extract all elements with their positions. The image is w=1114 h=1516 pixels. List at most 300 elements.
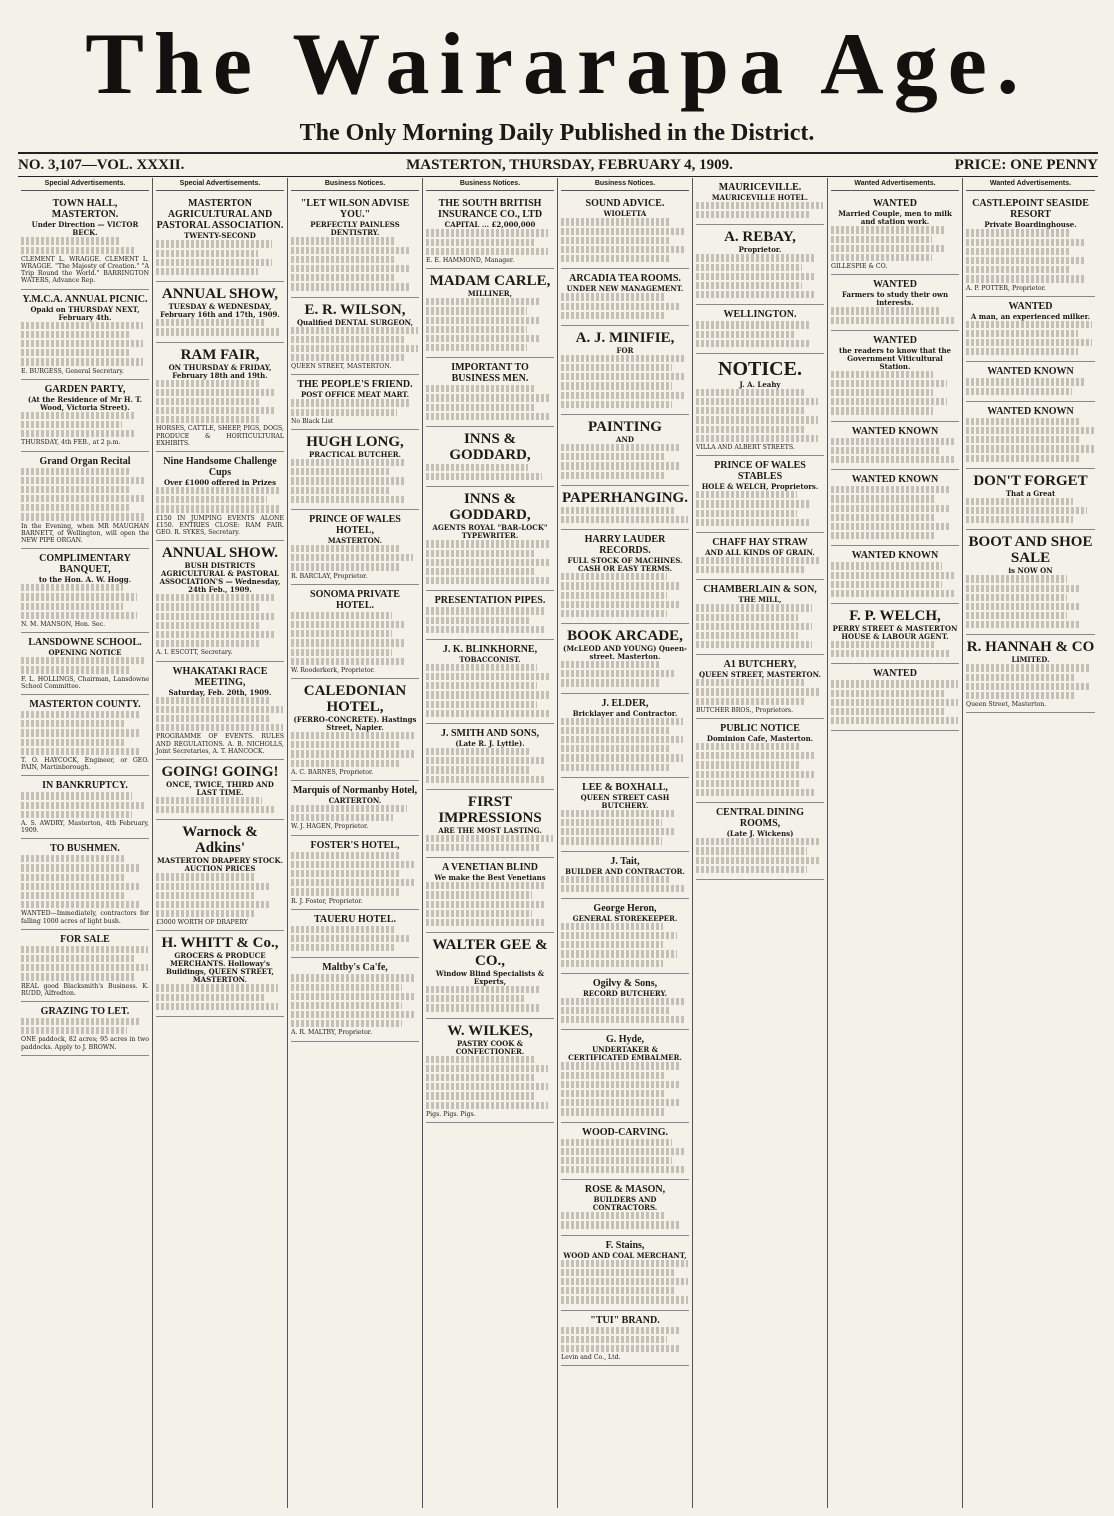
body-text-line bbox=[156, 407, 274, 414]
body-text-line bbox=[966, 348, 1078, 355]
body-text-line bbox=[561, 1016, 685, 1023]
ad-heading: CHAFF HAY STRAW bbox=[712, 536, 808, 548]
body-text-line bbox=[426, 710, 551, 717]
column-header: Business Notices. bbox=[561, 178, 689, 191]
body-text-line bbox=[426, 617, 530, 624]
ad-subheading: Saturday, Feb. 20th, 1909. bbox=[168, 687, 272, 697]
body-text-line bbox=[21, 792, 132, 799]
body-text-line bbox=[426, 1083, 548, 1090]
ad-subheading: CAPITAL ... £2,000,000 bbox=[444, 220, 536, 230]
body-text-line bbox=[156, 416, 260, 423]
body-text-line bbox=[966, 378, 1086, 385]
ad-heading: W. WILKES, bbox=[447, 1022, 533, 1039]
ad-heading: Y.M.C.A. ANNUAL PICNIC. bbox=[22, 293, 148, 305]
body-text-line bbox=[21, 802, 146, 809]
body-text-line bbox=[831, 456, 955, 463]
column-header: Business Notices. bbox=[291, 178, 419, 191]
ad-heading: INNS & GODDARD, bbox=[449, 491, 531, 524]
ad-subheading: Window Blind Specialists & Experts, bbox=[435, 969, 545, 987]
body-text-line bbox=[831, 254, 932, 261]
body-text-line bbox=[561, 754, 683, 761]
tagline: The Only Morning Daily Published in the District. bbox=[299, 120, 815, 146]
body-text-line bbox=[831, 317, 954, 324]
ad-body: A. R. MALTBY, Proprietor. bbox=[291, 1029, 373, 1037]
body-text-line bbox=[426, 394, 549, 401]
ad-subheading: MASTERTON. bbox=[327, 536, 383, 545]
body-text-line bbox=[561, 1007, 671, 1014]
body-text-line bbox=[21, 358, 143, 365]
body-text-line bbox=[561, 1296, 688, 1303]
ad-heading: J. K. BLINKHORNE, bbox=[442, 643, 538, 655]
ad-heading: ANNUAL SHOW. bbox=[161, 545, 279, 562]
place-date: MASTERTON, THURSDAY, FEBRUARY 4, 1909. bbox=[406, 156, 733, 173]
ad-subheading: Qualified DENTAL SURGEON, bbox=[296, 317, 414, 327]
body-text-line bbox=[696, 604, 812, 611]
body-text-line bbox=[156, 594, 275, 601]
ad-heading: WANTED bbox=[873, 279, 917, 291]
ad-subheading: UNDER NEW MANAGEMENT. bbox=[566, 284, 684, 294]
advertisement bbox=[696, 655, 824, 719]
advertisement bbox=[561, 486, 689, 530]
advertisement bbox=[426, 790, 554, 858]
body-text-line bbox=[966, 603, 1081, 610]
ad-heading: PRESENTATION PIPES. bbox=[434, 595, 546, 607]
advertisement bbox=[696, 803, 824, 880]
body-text-line bbox=[561, 764, 669, 771]
advertisement bbox=[156, 343, 284, 453]
body-text-line bbox=[696, 491, 797, 498]
body-text-line bbox=[696, 273, 816, 280]
advertisement bbox=[291, 585, 419, 679]
ad-heading: R. HANNAH & CO bbox=[966, 639, 1095, 656]
body-text-line bbox=[291, 563, 399, 570]
body-text-line bbox=[21, 412, 136, 419]
body-text-line bbox=[696, 331, 796, 338]
body-text-line bbox=[561, 1327, 681, 1334]
ad-body: WANTED—Immediately, contractors for falling 1000 acres of light bush. bbox=[21, 910, 149, 925]
body-text-line bbox=[561, 1336, 667, 1343]
body-text-line bbox=[426, 1056, 534, 1063]
masthead bbox=[0, 10, 1114, 120]
body-text-line bbox=[561, 293, 665, 300]
body-text-line bbox=[696, 264, 802, 271]
body-text-line bbox=[561, 472, 666, 479]
body-text-line bbox=[291, 621, 406, 628]
advertisement bbox=[696, 225, 824, 305]
body-text-line bbox=[561, 255, 671, 262]
body-text-line bbox=[426, 835, 553, 842]
advertisement bbox=[21, 452, 149, 550]
body-text-line bbox=[966, 266, 1070, 273]
body-text-line bbox=[966, 692, 1074, 699]
body-text-line bbox=[561, 364, 672, 371]
body-text-line bbox=[156, 268, 258, 275]
advertisement bbox=[561, 326, 689, 415]
ad-heading: MASTERTON AGRICULTURAL AND PASTORAL ASSOCIATION. bbox=[156, 198, 284, 232]
body-text-line bbox=[831, 505, 949, 512]
ad-subheading: PRACTICAL BUTCHER. bbox=[309, 450, 401, 460]
body-text-line bbox=[966, 594, 1067, 601]
body-text-line bbox=[21, 883, 140, 890]
ad-subheading: Opaki on THURSDAY NEXT, February 4th. bbox=[30, 304, 140, 322]
body-text-line bbox=[561, 1221, 680, 1228]
advertisement bbox=[426, 427, 554, 487]
body-text-line bbox=[291, 256, 396, 263]
body-text-line bbox=[561, 1287, 674, 1294]
body-text-line bbox=[21, 711, 139, 718]
body-text-line bbox=[696, 771, 814, 778]
body-text-line bbox=[966, 275, 1085, 282]
body-text-line bbox=[831, 532, 935, 539]
advertisement bbox=[696, 533, 824, 580]
body-text-line bbox=[561, 237, 671, 244]
ad-body: F. L. HOLLINGS, Chairman, Lansdowne School Committee. bbox=[21, 675, 149, 690]
body-text-line bbox=[291, 630, 392, 637]
ad-subheading: ON THURSDAY & FRIDAY, February 18th and 19th. bbox=[168, 362, 272, 380]
body-text-line bbox=[156, 910, 256, 917]
ad-heading: COMPLIMENTARY BANQUET, bbox=[39, 553, 131, 576]
ad-body: No Black List bbox=[291, 417, 334, 425]
ad-body: VILLA AND ALBERT STREETS. bbox=[696, 444, 795, 451]
body-text-line bbox=[561, 661, 661, 668]
advertisement bbox=[966, 194, 1095, 296]
body-text-line bbox=[966, 455, 1080, 462]
ad-subheading: is NOW ON bbox=[1008, 566, 1053, 576]
ad-body: BUTCHER BROS., Proprietors. bbox=[696, 706, 794, 714]
advertisement bbox=[426, 640, 554, 724]
advertisement bbox=[156, 541, 284, 661]
ad-subheading: GROCERS & PRODUCE MERCHANTS. Holloway's Buildings, QUEEN STREET, MASTERTON. bbox=[165, 951, 274, 985]
column-header: Wanted Advertisements. bbox=[831, 178, 959, 191]
body-text-line bbox=[21, 1027, 127, 1034]
advertisement bbox=[21, 549, 149, 633]
body-text-line bbox=[21, 874, 126, 881]
body-text-line bbox=[966, 239, 1085, 246]
body-text-line bbox=[156, 259, 272, 266]
advertisement bbox=[426, 487, 554, 591]
ad-subheading: AND ALL KINDS OF GRAIN. bbox=[705, 547, 815, 557]
body-text-line bbox=[561, 1108, 665, 1115]
body-text-line bbox=[21, 666, 131, 673]
body-text-line bbox=[426, 757, 545, 764]
body-text-line bbox=[291, 741, 400, 748]
advertisement bbox=[291, 958, 419, 1041]
ad-subheading: (Late R. J. Lyttle). bbox=[455, 739, 525, 749]
advertisement bbox=[21, 839, 149, 930]
body-text-line bbox=[291, 487, 391, 494]
ad-heading: MADAM CARLE, bbox=[429, 273, 551, 290]
body-text-line bbox=[831, 641, 936, 648]
body-text-line bbox=[291, 870, 401, 877]
body-text-line bbox=[561, 228, 685, 235]
ad-body: GILLESPIE & CO. bbox=[831, 263, 888, 271]
body-text-line bbox=[426, 691, 551, 698]
body-text-line bbox=[21, 486, 130, 493]
advertisement bbox=[831, 664, 959, 731]
body-text-line bbox=[156, 892, 256, 899]
body-text-line bbox=[696, 566, 805, 573]
body-text-line bbox=[561, 218, 671, 225]
body-text-line bbox=[426, 568, 536, 575]
body-text-line bbox=[291, 545, 399, 552]
body-text-line bbox=[426, 901, 546, 908]
advertisement bbox=[291, 375, 419, 430]
body-text-line bbox=[291, 888, 401, 895]
body-text-line bbox=[696, 291, 816, 298]
body-text-line bbox=[696, 623, 812, 630]
body-text-line bbox=[156, 250, 258, 257]
body-text-line bbox=[156, 240, 272, 247]
ad-body: N. M. MANSON, Hon. Sec. bbox=[21, 620, 106, 628]
body-text-line bbox=[156, 380, 260, 387]
ad-subheading: BUILDERS AND CONTRACTORS. bbox=[592, 1195, 658, 1213]
ad-heading: WANTED KNOWN bbox=[851, 474, 939, 486]
ad-heading: RAM FAIR, bbox=[180, 346, 260, 363]
body-text-line bbox=[561, 923, 663, 930]
body-text-line bbox=[561, 453, 666, 460]
ad-heading: CENTRAL DINING ROOMS, bbox=[715, 807, 805, 830]
ad-subheading: That a Great bbox=[1005, 488, 1056, 498]
ad-heading: IN BANKRUPTCY. bbox=[42, 780, 128, 792]
ad-heading: PRINCE OF WALES STABLES bbox=[714, 460, 806, 483]
ad-subheading: Proprietor. bbox=[738, 245, 782, 255]
body-text-line bbox=[831, 495, 935, 502]
body-text-line bbox=[561, 736, 683, 743]
advertisement bbox=[831, 422, 959, 471]
body-text-line bbox=[156, 487, 281, 494]
advertisement bbox=[561, 852, 689, 899]
advertisement bbox=[966, 635, 1095, 713]
body-text-line bbox=[696, 698, 806, 705]
ad-heading: J. Tait, bbox=[610, 855, 640, 867]
ad-body: W. J. HAGEN, Proprietor. bbox=[291, 823, 369, 831]
body-text-line bbox=[426, 1004, 540, 1011]
body-text-line bbox=[966, 248, 1070, 255]
body-text-line bbox=[966, 330, 1078, 337]
body-text-line bbox=[561, 601, 681, 608]
ad-body: A. P. POTTER, Proprietor. bbox=[966, 284, 1046, 292]
body-text-line bbox=[966, 507, 1087, 514]
body-text-line bbox=[291, 399, 411, 406]
body-text-line bbox=[426, 298, 541, 305]
ad-subheading: GENERAL STOREKEEPER. bbox=[572, 913, 678, 923]
body-text-line bbox=[426, 919, 546, 926]
ad-heading: FOR SALE bbox=[60, 933, 110, 945]
ad-subheading: THE MILL, bbox=[738, 595, 782, 605]
ad-heading: NOTICE. bbox=[718, 357, 802, 380]
body-text-line bbox=[696, 211, 809, 218]
body-text-line bbox=[21, 513, 144, 520]
ad-subheading: OPENING NOTICE bbox=[48, 648, 122, 658]
advertisement bbox=[561, 1236, 689, 1311]
body-text-line bbox=[291, 944, 395, 951]
body-text-line bbox=[831, 690, 944, 697]
body-text-line bbox=[696, 780, 800, 787]
ad-heading: FOSTER'S HOTEL, bbox=[310, 839, 400, 851]
ad-heading: WANTED bbox=[873, 198, 917, 210]
advertisement bbox=[966, 362, 1095, 401]
body-text-line bbox=[696, 340, 810, 347]
ad-body: Levin and Co., Ltd. bbox=[561, 1354, 621, 1362]
ad-heading: WANTED KNOWN bbox=[851, 550, 939, 562]
ad-subheading: PERFECTLY PAINLESS DENTISTRY. bbox=[310, 220, 400, 238]
advertisement bbox=[426, 194, 554, 269]
body-text-line bbox=[426, 910, 532, 917]
body-text-line bbox=[21, 720, 125, 727]
body-text-line bbox=[561, 1139, 672, 1146]
advertisement bbox=[291, 194, 419, 297]
body-text-line bbox=[831, 717, 958, 724]
body-text-line bbox=[831, 371, 933, 378]
body-text-line bbox=[561, 610, 667, 617]
ad-subheading: Private Boardinghouse. bbox=[984, 220, 1077, 230]
body-text-line bbox=[696, 557, 819, 564]
ad-subheading: J. A. Leahy bbox=[739, 379, 781, 389]
body-text-line bbox=[21, 247, 135, 254]
body-text-line bbox=[426, 748, 531, 755]
ad-heading: Nine Handsome Challenge Cups bbox=[163, 456, 277, 479]
body-text-line bbox=[561, 582, 681, 589]
body-text-line bbox=[561, 1345, 681, 1352]
body-text-line bbox=[831, 562, 942, 569]
body-text-line bbox=[561, 932, 677, 939]
ad-heading: PRINCE OF WALES HOTEL, bbox=[309, 514, 401, 536]
body-text-line bbox=[156, 697, 269, 704]
body-text-line bbox=[156, 640, 261, 647]
body-text-line bbox=[696, 743, 800, 750]
body-text-line bbox=[21, 331, 129, 338]
body-text-line bbox=[291, 409, 397, 416]
ad-heading: WANTED KNOWN bbox=[987, 405, 1074, 417]
body-text-line bbox=[561, 1072, 665, 1079]
body-text-line bbox=[291, 468, 391, 475]
body-text-line bbox=[966, 585, 1081, 592]
body-text-line bbox=[426, 664, 537, 671]
ad-body: R. J. Foster, Proprietor. bbox=[291, 897, 363, 905]
body-text-line bbox=[21, 504, 130, 511]
body-text-line bbox=[426, 1065, 548, 1072]
body-text-line bbox=[831, 650, 950, 657]
advertisement bbox=[831, 275, 959, 330]
body-text-line bbox=[156, 797, 262, 804]
body-text-line bbox=[426, 995, 526, 1002]
ad-subheading: ONCE, TWICE, THIRD AND LAST TIME. bbox=[166, 779, 274, 797]
body-text-line bbox=[156, 622, 261, 629]
body-text-line bbox=[291, 1011, 416, 1018]
ad-subheading: TUESDAY & WEDNESDAY, February 16th and 17th, 1909. bbox=[160, 302, 280, 320]
ad-heading: ANNUAL SHOW, bbox=[161, 286, 279, 303]
advertisement bbox=[831, 546, 959, 604]
body-text-line bbox=[426, 766, 531, 773]
body-text-line bbox=[561, 573, 667, 580]
body-text-line bbox=[561, 718, 683, 725]
body-text-line bbox=[561, 1278, 688, 1285]
body-text-line bbox=[291, 477, 405, 484]
body-text-line bbox=[966, 683, 1089, 690]
body-text-line bbox=[426, 550, 536, 557]
body-text-line bbox=[426, 404, 535, 411]
body-text-line bbox=[291, 760, 400, 767]
body-text-line bbox=[291, 283, 410, 290]
body-text-line bbox=[21, 612, 137, 619]
advertisement bbox=[291, 836, 419, 910]
advertisement bbox=[561, 624, 689, 694]
body-text-line bbox=[21, 811, 132, 818]
body-text-line bbox=[561, 828, 676, 835]
ad-heading: WANTED bbox=[873, 334, 917, 346]
body-text-line bbox=[291, 805, 407, 812]
body-text-line bbox=[156, 984, 278, 991]
advertisement bbox=[156, 760, 284, 820]
body-text-line bbox=[426, 239, 534, 246]
ad-subheading: HOLE & WELCH, Proprietors. bbox=[701, 482, 819, 492]
advertisement bbox=[426, 858, 554, 933]
body-text-line bbox=[561, 1269, 674, 1276]
ad-subheading: UNDERTAKER & CERTIFICATED EMBALMER. bbox=[568, 1045, 682, 1063]
body-text-line bbox=[21, 892, 126, 899]
advertisement bbox=[21, 1002, 149, 1056]
ad-heading: GRAZING TO LET. bbox=[40, 1005, 130, 1017]
ad-heading: J. ELDER, bbox=[601, 697, 649, 709]
body-text-line bbox=[831, 514, 935, 521]
ad-heading: WANTED KNOWN bbox=[851, 425, 939, 437]
ad-subheading: ARE THE MOST LASTING. bbox=[438, 825, 542, 835]
ad-heading: George Heron, bbox=[593, 902, 657, 914]
advertisement bbox=[831, 331, 959, 422]
ad-subheading: (McLEOD AND YOUNG) Queen-street. Masterton. bbox=[563, 644, 687, 662]
advertisement bbox=[21, 776, 149, 839]
ad-heading: TAUERU HOTEL. bbox=[313, 913, 397, 925]
ad-body: A. I. ESCOTT, Secretary. bbox=[156, 649, 233, 657]
body-text-line bbox=[156, 873, 256, 880]
body-text-line bbox=[561, 837, 662, 844]
ad-subheading: Over £1000 offered in Prizes bbox=[163, 478, 277, 488]
body-text-line bbox=[291, 926, 395, 933]
ad-subheading: LIMITED. bbox=[1011, 655, 1050, 665]
body-text-line bbox=[966, 257, 1085, 264]
body-text-line bbox=[561, 401, 672, 408]
advertisement bbox=[831, 194, 959, 275]
ad-heading: Maltby's Ca'fe, bbox=[322, 962, 388, 974]
body-text-line bbox=[966, 436, 1080, 443]
ad-heading: WALTER GEE & CO., bbox=[432, 937, 548, 970]
body-text-line bbox=[831, 708, 944, 715]
advertisement bbox=[561, 530, 689, 624]
ad-body: HORSES, CATTLE, SHEEP, PIGS, DOGS, PRODUCE & HORTICULTURAL EXHIBITS. bbox=[156, 425, 284, 447]
ad-heading: TO BUSHMEN. bbox=[50, 843, 120, 855]
body-text-line bbox=[156, 806, 276, 813]
ad-subheading: PASTRY COOK & CONFECTIONER. bbox=[455, 1038, 525, 1056]
body-text-line bbox=[696, 614, 798, 621]
body-text-line bbox=[696, 510, 797, 517]
advertisement bbox=[291, 430, 419, 510]
ad-heading: H. WHITT & Co., bbox=[161, 935, 279, 952]
body-text-line bbox=[291, 1020, 402, 1027]
body-text-line bbox=[561, 1148, 686, 1155]
advertisement bbox=[426, 724, 554, 790]
body-text-line bbox=[966, 664, 1089, 671]
advertisement bbox=[21, 380, 149, 452]
body-text-line bbox=[966, 516, 1073, 523]
body-text-line bbox=[696, 407, 804, 414]
body-text-line bbox=[426, 229, 548, 236]
ad-subheading: BUSH DISTRICTS AGRICULTURAL & PASTORAL ASSOCIATION'S — Wednesday, 24th Feb., 1909. bbox=[159, 561, 281, 595]
body-text-line bbox=[696, 202, 823, 209]
body-text-line bbox=[21, 1018, 141, 1025]
body-text-line bbox=[426, 844, 539, 851]
body-text-line bbox=[966, 445, 1094, 452]
body-text-line bbox=[156, 706, 283, 713]
